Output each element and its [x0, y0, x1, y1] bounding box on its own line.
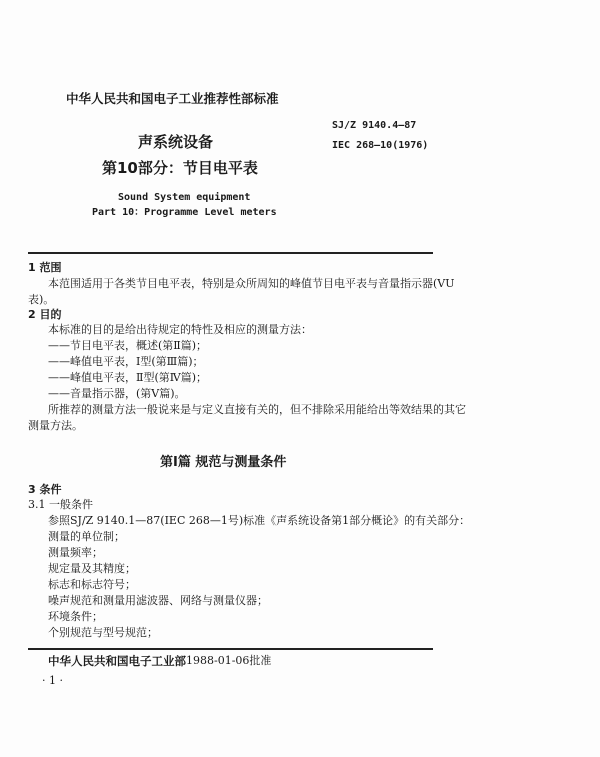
english-title-line2: Part 10：Programme Level meters: [92, 207, 277, 218]
paragraph-line: 表)。: [28, 293, 55, 306]
list-item: ——峰值电平表，Ⅰ型(第Ⅲ篇)；: [48, 355, 204, 368]
section-1-heading: 1 范围: [28, 261, 62, 274]
footer-ministry: 中华人民共和国电子工业部: [48, 654, 186, 668]
section-3-1-heading: 3.1 一般条件: [28, 498, 93, 511]
section-2-heading: 2 目的: [28, 308, 62, 321]
list-item: ——节目电平表，概述(第Ⅱ篇)；: [48, 339, 208, 352]
list-item: 环境条件；: [48, 610, 103, 623]
footer-approval-date: 1988-01-06批准: [186, 654, 272, 667]
list-item: 测量的单位制；: [48, 530, 125, 543]
paragraph-line: 所推荐的测量方法一般说来是与定义直接有关的，但不排除采用能给出等效结果的其它: [48, 403, 466, 416]
list-item: ——峰值电平表，Ⅱ型(第Ⅳ篇)；: [48, 371, 208, 384]
list-item: 测量频率；: [48, 546, 103, 559]
list-item: 参照SJ/Z 9140.1—87(IEC 268—1号)标准《声系统设备第1部分概论》的有关部分：: [48, 514, 471, 527]
list-item: 标志和标志符号；: [48, 578, 136, 591]
list-item: 个别规范与型号规范；: [48, 626, 158, 639]
iec-number: IEC 268—10(1976): [332, 140, 429, 151]
doc-title-line1: 声系统设备: [138, 133, 214, 151]
issuer-title: 中华人民共和国电子工业推荐性部标准: [66, 91, 279, 106]
list-item: ——音量指示器，(第Ⅴ篇)。: [48, 387, 186, 400]
part-1-heading: 第Ⅰ篇 规范与测量条件: [160, 455, 287, 470]
list-item: 噪声规范和测量用滤波器、网络与测量仪器；: [48, 594, 268, 607]
page-number: · 1 ·: [42, 674, 63, 687]
footer-divider: [28, 648, 433, 650]
paragraph-line: 本范围适用于各类节目电平表，特别是众所周知的峰值节目电平表与音量指示器(VU: [48, 277, 455, 290]
doc-title-line2: 第10部分：节目电平表: [102, 159, 258, 177]
standard-number: SJ/Z 9140.4—87: [332, 120, 417, 131]
list-item: 规定量及其精度；: [48, 562, 136, 575]
header-divider: [28, 252, 433, 254]
english-title-line1: Sound System equipment: [118, 192, 251, 203]
section-3-heading: 3 条件: [28, 483, 62, 496]
paragraph-line: 测量方法。: [28, 419, 83, 432]
paragraph-line: 本标准的目的是给出待规定的特性及相应的测量方法：: [48, 323, 312, 336]
